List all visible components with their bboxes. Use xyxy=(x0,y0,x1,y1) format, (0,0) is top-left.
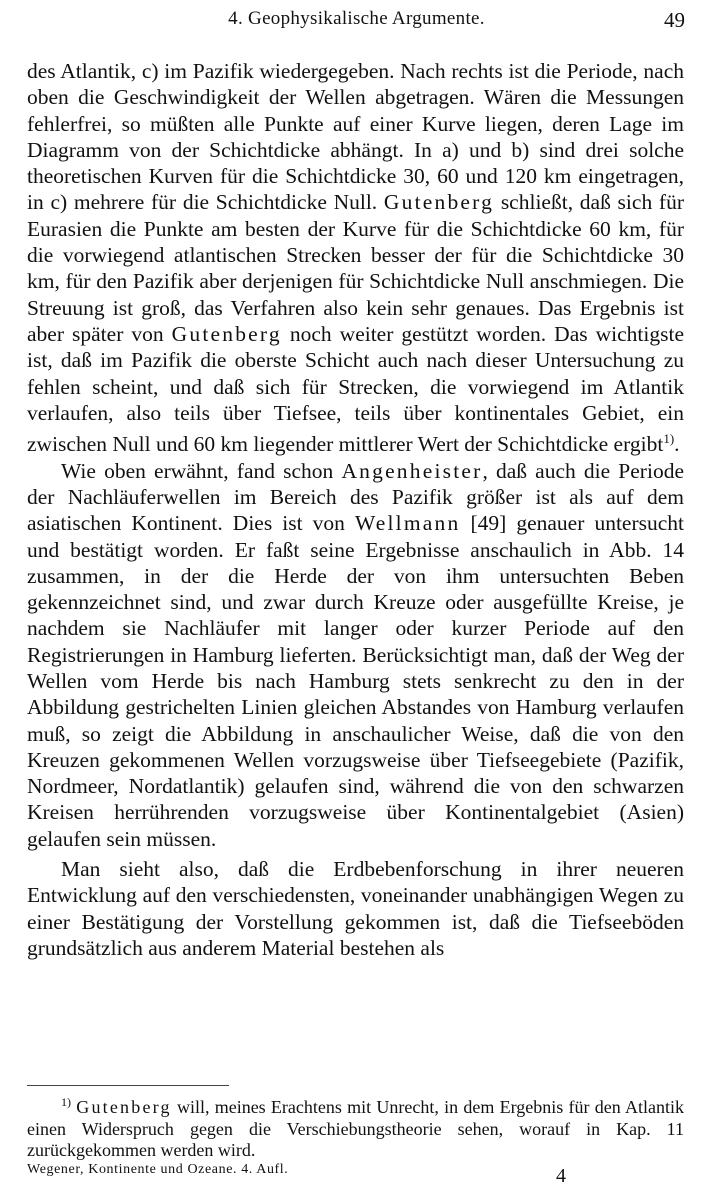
footnote-reference[interactable]: 1) xyxy=(663,431,675,447)
paragraph-2-text-a: Wie oben erwähnt, fand schon xyxy=(61,458,342,483)
footnote-divider xyxy=(27,1085,229,1086)
page-header xyxy=(28,6,685,36)
paragraph-1 xyxy=(27,58,684,458)
page-number: 49 xyxy=(664,8,685,32)
paragraph-1-end: . xyxy=(674,432,680,457)
paragraph-2 xyxy=(27,458,684,852)
printer-signature: Wegener, Kontinente und Ozeane. 4. Aufl. xyxy=(27,1162,289,1177)
paragraph-3-text: Man sieht also, daß die Erdbebenforschung in ihrer neueren Entwicklung auf den verschiedensten, voneinander unabhängigen Wegen zu einer Bestätigung der Vorstellung gekommen ist, daß die Tiefseeböden grundsätzlich aus anderem Material bestehen als xyxy=(27,857,684,960)
running-head: 4. Geophysikalische Argumente. xyxy=(228,8,485,29)
paragraph-3 xyxy=(27,856,684,961)
paragraph-1-text-b: schließt, daß sich für Eurasien die Punkte am besten der Kurve für die Schichtdicke 60 km, für die vorwiegend atlantischen Strecken besser der für die Schichtdicke 30 km, für den Pazifik aber derjenigen für Schichtdicke Null anschmiegen. Die Streuung ist groß, das Verfahren also kein sehr genaues. Das Ergebnis ist aber später von xyxy=(27,190,684,346)
paragraph-1-text-c: noch weiter gestützt worden. Das wichtigste ist, daß im Pazifik die oberste Schicht auch nach dieser Untersuchung zu fehlen scheint, und daß sich für Strecken, die vorwiegend im Atlantik verlaufen, also teils über Tiefsee, teils über kontinentales Gebiet, ein zwischen Null und 60 km liegender mittlerer Wert der Schichtdicke ergibt xyxy=(27,321,684,457)
footnote-marker: 1) xyxy=(61,1095,71,1109)
paragraph-2-text-c: [49] genauer untersucht und bestätigt worden. Er faßt seine Ergebnisse anschaulich in Abb. 14 zusammen, in der die Herde der von ihm untersuchten Beben gekennzeichnet sind, und zwar durch Kreuze oder ausgefüllte Kreise, je nachdem sie Nachläufer mit langer oder kurzer Periode auf den Registrierungen in Hamburg lieferten. Berücksichtigt man, daß der Weg der Wellen vom Herde bis nach Hamburg stets senkrecht zu den in der Abbildung gestrichelten Linien gleichen Abstandes von Hamburg verlaufen muß, so zeigt die Abbildung in anschaulicher Weise, daß die von den Kreuzen gekommenen Wellen vorzugsweise über Tiefseegebiete (Pazifik, Nordmeer, Nordatlantik) gelaufen sind, während die von den schwarzen Kreisen herrührenden vorzugsweise über Kontinentalgebiet (Asien) gelaufen sein müssen. xyxy=(27,511,684,851)
footnote xyxy=(27,1092,684,1162)
page-footer xyxy=(27,1162,684,1192)
footnote-author-name: Gutenberg xyxy=(76,1097,172,1117)
body-text xyxy=(27,58,684,961)
author-name-angenheister: Angenheister xyxy=(341,458,483,483)
signature-number: 4 xyxy=(556,1165,566,1187)
author-name-wellmann: Wellmann xyxy=(354,511,461,536)
paragraph-2-text-b: , daß auch die Periode der Nachläuferwellen im Bereich des Pazifik größer ist als auf dem asiatischen Kontinent. Dies ist von xyxy=(27,458,684,536)
paragraph-1-text-a: des Atlantik, c) im Pazifik wiedergegeben. Nach rechts ist die Periode, nach oben die Geschwindigkeit der Wellen abgetragen. Wären die Messungen fehlerfrei, so müßten alle Punkte auf einer Kurve liegen, deren Lage im Diagramm von der Schichtdicke abhängt. In a) und b) sind drei solche theoretischen Kurven für die Schichtdicke 30, 60 und 120 km eingetragen, in c) mehrere für die Schichtdicke Null. xyxy=(27,59,684,215)
author-name-gutenberg-2: Gutenberg xyxy=(171,321,282,346)
author-name-gutenberg: Gutenberg xyxy=(383,190,495,215)
footnote-text: will, meines Erachtens mit Unrecht, in dem Ergebnis für den Atlantik einen Widerspruch gegen die Verschiebungstheorie sehen, worauf in Kap. 11 zurückgekommen werden wird. xyxy=(27,1097,684,1160)
